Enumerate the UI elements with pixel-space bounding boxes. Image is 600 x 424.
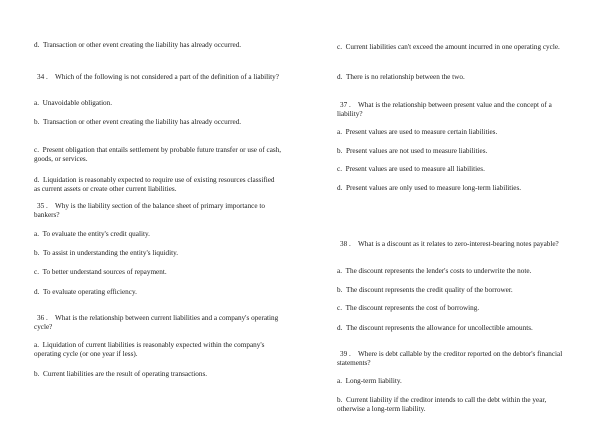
q39-option-a: a. Long-term liability. — [337, 377, 402, 385]
q35-question: 35 . Why is the liability section of the balance sheet of primary importance to bankers? — [34, 202, 265, 220]
q37-option-c: c. Present values are used to measure all liabilities. — [337, 165, 485, 173]
q36-option-b: b. Current liabilities are the result of operating transactions. — [34, 370, 208, 378]
q37-option-a: a. Present values are used to measure certain liabilities. — [337, 128, 498, 136]
q37-option-b: b. Present values are not used to measure liabilities. — [337, 147, 488, 155]
q38-option-a: a. The discount represents the lender's costs to underwrite the note. — [337, 267, 532, 275]
q38-question: 38 . What is a discount as it relates to zero-interest-bearing notes payable? — [340, 240, 559, 248]
q38-option-c: c. The discount represents the cost of borrowing. — [337, 304, 480, 312]
q35-option-c: c. To better understand sources of repayment. — [34, 268, 167, 276]
q35-option-b: b. To assist in understanding the entity's liquidity. — [34, 249, 179, 257]
q33-option-d: d. Transaction or other event creating the liability has already occurred. — [34, 41, 242, 49]
q36-question: 36 . What is the relationship between current liabilities and a company's operating cycle? — [34, 314, 279, 332]
q35-option-a: a. To evaluate the entity's credit quality. — [34, 230, 150, 238]
q36-option-c: c. Current liabilities can't exceed the amount incurred in one operating cycle. — [337, 43, 560, 51]
q35-option-d: d. To evaluate operating efficiency. — [34, 288, 137, 296]
q34-question: 34 . Which of the following is not considered a part of the definition of a liability? — [37, 73, 279, 81]
q34-option-b: b. Transaction or other event creating the liability has already occurred. — [34, 118, 242, 126]
q37-option-d: d. Present values are only used to measure long-term liabilities. — [337, 184, 522, 192]
q36-option-d: d. There is no relationship between the two. — [337, 73, 465, 81]
q39-question: 39 . Where is debt callable by the creditor reported on the debtor's financial statements? — [337, 350, 563, 368]
q38-option-b: b. The discount represents the credit quality of the borrower. — [337, 286, 513, 294]
q37-question: 37 . What is the relationship between present value and the concept of a liability? — [337, 101, 552, 119]
q34-option-d: d. Liquidation is reasonably expected to require use of existing resources classified as current assets or create other current liabilities. — [34, 176, 275, 194]
q34-option-c: c. Present obligation that entails settlement by probable future transfer or use of cash, goods, or services. — [34, 146, 282, 164]
q39-option-b: b. Current liability if the creditor intends to call the debt within the year, otherwise a long-term liability. — [337, 396, 547, 414]
q36-option-a: a. Liquidation of current liabilities is reasonably expected within the company's operating cycle (or one year if less). — [34, 341, 265, 359]
q38-option-d: d. The discount represents the allowance for uncollectible amounts. — [337, 324, 533, 332]
q34-option-a: a. Unavoidable obligation. — [34, 99, 113, 107]
